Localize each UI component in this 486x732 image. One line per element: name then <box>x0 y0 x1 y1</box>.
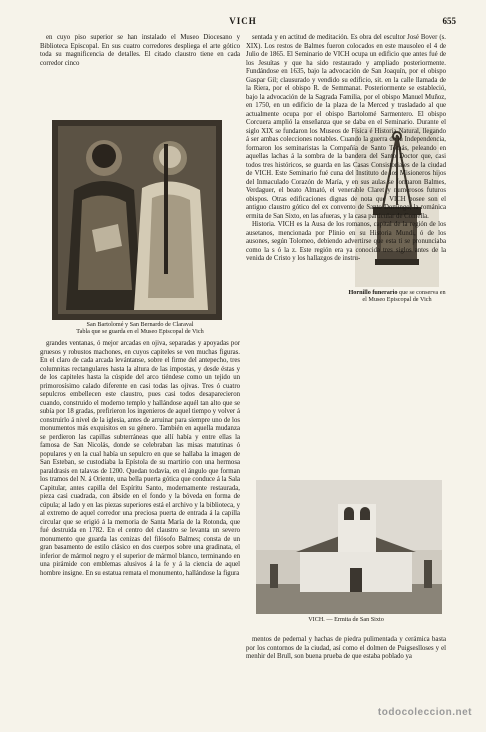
caption-rest: que se conserva en el Museo Episcopal de Vich <box>362 289 446 304</box>
paragraph: Historia. VICH es la Ausa de los romanos, capital de la región de los ausetanos, mencionada por Plinio en su Historia Mundi, ó de los ausones, según Tolomeo, debiendo advertirse que esta ti se pronunciaba como la s ó la z. Este región era ya conocida tres siglos antes de la venida de Cristo y los hallazgos de instru- <box>246 221 446 262</box>
left-column-top <box>40 34 240 70</box>
running-header <box>30 16 456 28</box>
right-column-bottom <box>246 636 446 712</box>
watermark-tld: .net <box>452 707 472 718</box>
paragraph: sentada y en actitud de meditación. Es obra del escultor José Bover (s. XIX). Los restos de Balmes fueron colocados en este mausoleo el 4 de Julio de 1865. El Seminario de VICH ocupa un edificio que antes fué de los Jesuítas y que ha sido restaurado y ampliado posteriormente. Fundándose en 1635, bajo la advocación de San Joaquín, por el obispo Gaspar Gil; clausurado y vendido su edificio, sit. en la calle llamada de la Riera, por el obispo R. de Semmanat. Posteriormente se estableció, bajo la advocación de la Sagrada Familia, por el obispo Manuel Muñoz, en 1750, en un edificio de la plaza de la Merced y trasladado al que actualmente ocupa por el obispo Bartolomé Sarmentero. El obispo Corcuera amplió la enseñanza que se daba en el Seminario. Durante el siglo XIX se fundaron los Museos de Física é Historia Natural, llegando á ser ambas colecciones notables. Cuando la guerra de la Independencia, formaron los seminaristas la Compañía de Santo Tomás, peleando en aquellas lachas á la sombra de la bandera del Santo Doctor que, casi todos tres históricos, se guarda en las Casas Consistoriales de la ciudad de VICH. Este Seminario fué cuna del Instituto de los Misioneros hijos del Inmaculado Corazón de María, y en sus aulas se formaron Balmes, Verdaguer, el beato Almató, el venerable Claret y numerosos futuros obispos. Otras edificaciones dignas de nota que VICH posee son el antiguo claustro gótico del ex convento de Santo Domingo, la románica ermita de San Sixto, en las afueras, y la casa particular de Comella. <box>246 34 446 220</box>
watermark <box>378 707 472 718</box>
saints-painting-image <box>52 120 222 320</box>
hermitage-caption <box>246 616 446 625</box>
hermitage-photo-figure <box>256 480 442 614</box>
caption-line: San Bartolomé y San Bernardo de Claraval <box>86 321 194 328</box>
paragraph: en cuyo piso superior se han instalado el Museo Diocesano y Biblioteca Episcopal. En sus cuatro corredores despliega el arte gótico toda su magnificencia de detalles. El citado claustro tiene en cada corredor cinco <box>40 34 240 67</box>
running-title: VICH <box>229 16 257 26</box>
painting-figure <box>52 120 222 320</box>
watermark-brand: todocoleccion <box>377 707 453 718</box>
left-column-bottom <box>40 340 240 712</box>
right-column-top <box>246 34 446 478</box>
caption-line: VICH. — Ermita de San Sixto <box>308 616 384 623</box>
caption-bold: Hornillo funerario <box>348 289 398 296</box>
paragraph: mentos de pedernal y hachas de piedra pulimentada y cerámica basta por los contornos de la ciudad, así como el dolmen de Puigseslloses y el menhir del Brull, son buena prueba de que estaba poblado ya <box>246 636 446 660</box>
funeral-urn-caption <box>347 289 447 313</box>
caption-line: Tabla que se guarda en el Museo Episcopal de Vich <box>76 328 204 336</box>
page-number: 655 <box>442 16 456 26</box>
hermitage-photo-image <box>256 480 442 614</box>
paragraph: grandes ventanas, ó mejor arcadas en ojiva, separadas y apoyadas por gruesos y robustos machones, en cuyos capiteles se ven muchas figuras. En el claro de cada arcada levántanse, sobre el firme del antepecho, tres columnitas rectangulares hasta la altura de las impostas, y desde éstas y de los capiteles hasta la cúspide del arco tiéndese como un tejido un primorosísimo calado diferente en casi todas las ojivas. Tres ó cuatro sepulcros embellecen este claustro, pues casi todos desaparecieron cuando, construido el moderno templo y hallándose aquél tan alto que se subía por 18 gradas, prefirieron los ingenieros de aquel tiempo y volver á construirlo á nivel de la iglesia, antes de arruinar para siempre uno de los monumentos más exquisitos en su género. También en aquella mudanza se perdieron las capillas subterráneas que allí había y entre ellas la famosa de San Nicolás, donde se celebraban las misas matutinas ó populares y en la cual había un sepulcro en que se hallaba la imagen de San Esteban, se custodiaba la Epístola de su martirio con una hermosa paraldrasis en talavas de 1200. Quedan todavía, en el ángulo que forman los tramos del N. á Oriente, una bella puerta gótica que conduce á la Sala Capitular, antes capilla del Espíritu Santo, modernamente restaurada, pieza casi cuadrada, con ábside en el fondo y la bóveda en forma de cúpula; al lado y en las piezas superiores está el archivo y la biblioteca, y al extremo de aquel corredor una preciosa puerta de entrada á la capilla circular que se erigió á la memoria de Santa María de la Rotonda, que fué destruida en 1782. En el centro del claustro se levanta un severo monumento que guarda las cenizas del filósofo Balmes; consta de un gran basamento de estilo clásico en dos cuerpos sobre una gradinata, el inferior de mármol negro y el superior de mármol blanco, terminando en una pirámide con emblemas alusivos á la fe y á la ciencia de aquel hombre insigne. En su estatua remata el monumento, hallándose la figura <box>40 340 240 577</box>
painting-caption <box>40 321 240 337</box>
